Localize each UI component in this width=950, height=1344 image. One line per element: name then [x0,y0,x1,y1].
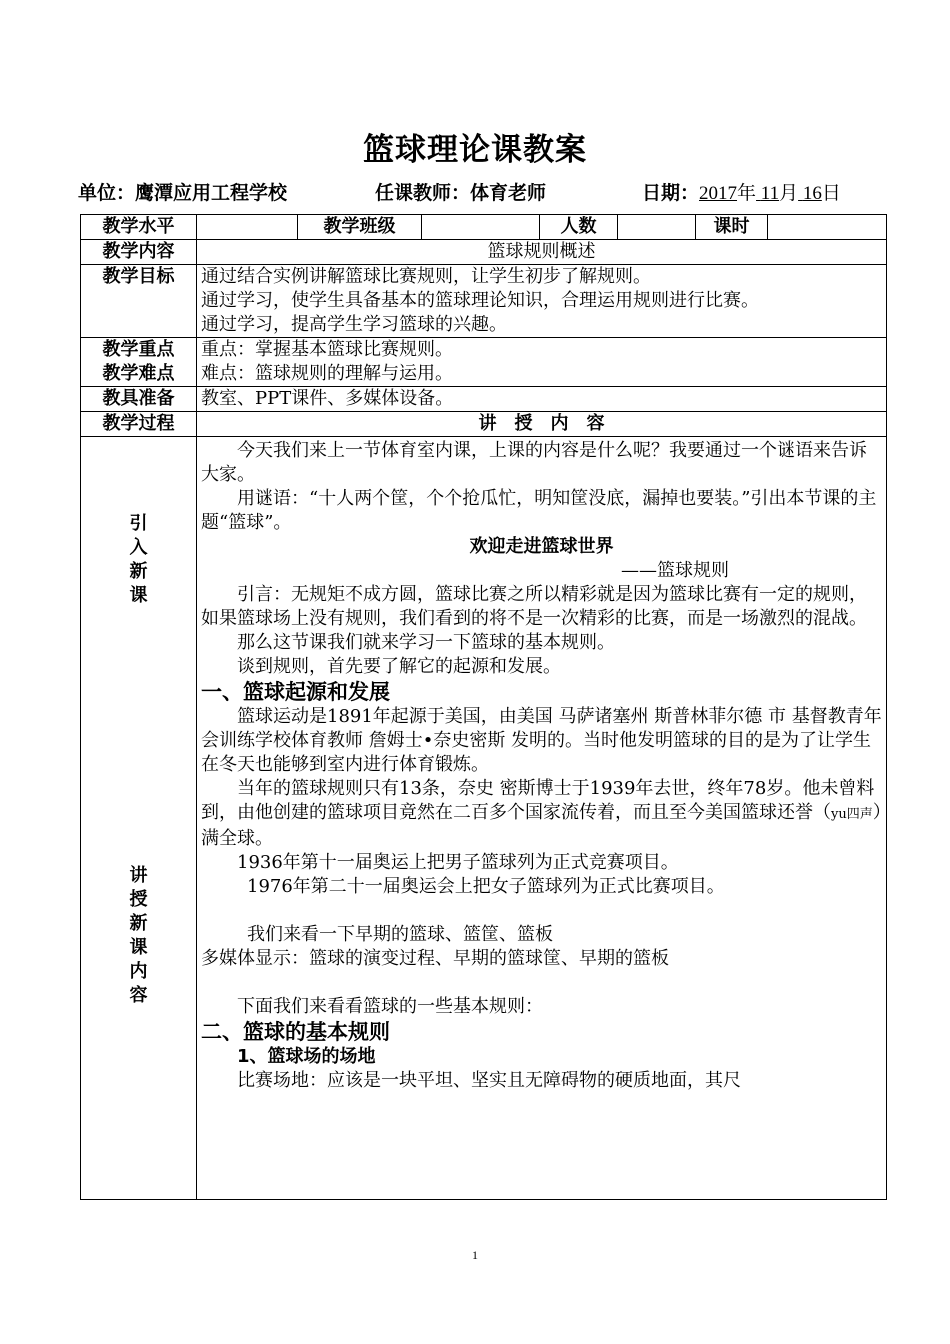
content-label: 教学内容 [81,240,197,265]
intro-char: 入 [129,537,148,558]
unit-label: 单位：鹰潭应用工程学校 [78,182,288,204]
subsection-heading: 1、篮球场的场地 [237,1046,376,1067]
level-label: 教学水平 [81,215,197,240]
welcome-subtitle: ——篮球规则 [621,560,729,581]
class-value [422,215,540,240]
date-label: 日期： [642,182,700,204]
paragraph: 下面我们来看看篮球的一些基本规则： [237,996,543,1017]
text: ）满全球。 [201,802,882,849]
lesson-plan-table [80,214,887,1200]
paragraph: 1936年第十一届奥运上把男子篮球列为正式竞赛项目。 [237,852,679,873]
intro-char: 引 [129,513,148,534]
hours-label: 课时 [696,215,768,240]
intro-char: 课 [129,585,148,606]
paragraph: 引言：无规矩不成方圆，篮球比赛之所以精彩就是因为篮球比赛有一定的规则，如果篮球场上没有规则，我们看到的将不是一次精彩的比赛，而是一场激烈的混战。 [201,584,867,629]
count-label: 人数 [540,215,618,240]
class-label: 教学班级 [298,215,422,240]
paragraph: 1976年第二十一届奥运会上把女子篮球列为正式比赛项目。 [247,876,725,897]
tools-label: 教具准备 [81,387,197,412]
pronunciation-note: yu四声 [831,807,873,822]
row-goals [81,265,887,338]
diff-value: 难点：篮球规则的理解与运用。 [201,363,453,384]
header-meta [78,178,948,204]
row-tools [81,387,887,412]
lecture-char: 授 [129,889,148,910]
goal-item: 通过学习，使学生具备基本的篮球理论知识，合理运用规则进行比赛。 [201,290,759,311]
level-value [197,215,298,240]
paragraph: 篮球运动是1891年起源于美国，由美国 马萨诸塞州 斯普林菲尔德 市 基督教青年会训练学校体育教师 詹姆士•奈史密斯 发明的。当时他发明篮球的目的是为了让学生在冬天也能够到室内进行体育锻炼。 [201,706,882,775]
goal-label: 教学目标 [81,265,197,338]
section-heading-1: 一、篮球起源和发展 [201,680,390,704]
date-day-unit: 日 [821,182,841,204]
paragraph: 今天我们来上一节体育室内课，上课的内容是什么呢？我要通过一个谜语来告诉大家。 [201,440,867,485]
welcome-heading: 欢迎走进篮球世界 [469,536,614,557]
goal-item: 通过学习，提高学生学习篮球的兴趣。 [201,314,507,335]
teacher-label: 任课教师：体育老师 [375,182,547,204]
row-process-body [81,437,887,1200]
diff-label: 教学难点 [102,363,175,384]
row-process-header [81,412,887,437]
row-content [81,240,887,265]
date-month-unit: 月 [779,182,799,204]
process-label: 教学过程 [81,412,197,437]
tools-value: 教室、PPT课件、多媒体设备。 [197,387,887,412]
spacer [201,971,882,995]
lecture-label [127,864,151,1008]
count-value [618,215,696,240]
row-key-points [81,338,887,387]
lecture-char: 讲 [129,865,148,886]
lecture-char: 容 [129,985,148,1006]
key-diff-values [197,338,887,387]
paragraph: 谈到规则，首先要了解它的起源和发展。 [237,656,561,677]
paragraph: 那么这节课我们就来学习一下篮球的基本规则。 [237,632,615,653]
date-day-value: 16 [802,183,822,204]
side-labels [81,437,197,1200]
key-diff-labels [81,338,197,387]
goal-item: 通过结合实例讲解篮球比赛规则，让学生初步了解规则。 [201,266,651,287]
paragraph [201,777,882,851]
lecture-char: 内 [129,961,148,982]
date-year: 2017 [699,183,738,204]
intro-label [127,512,151,608]
key-value: 重点：掌握基本篮球比赛规则。 [201,339,453,360]
process-content [197,437,887,1200]
intro-char: 新 [129,561,148,582]
paragraph: 我们来看一下早期的篮球、篮筐、篮板 [247,924,553,945]
row-basic-info [81,215,887,240]
text: 当年的篮球规则只有13条，奈史 密斯博士于1939年去世，终年78岁。他未曾料到，由他创建的篮球项目竟然在二百多个国家流传着，而且至今美国篮球还誉（ [201,778,875,823]
section-heading-2: 二、篮球的基本规则 [201,1020,390,1044]
date-month-value: 11 [760,183,780,204]
spacer [201,899,882,923]
paragraph: 用谜语：“十人两个筐，个个抢瓜忙，明知筐没底，漏掉也要装。”引出本节课的主题“篮球”。 [201,488,877,533]
date [642,178,841,205]
content-value: 篮球规则概述 [197,240,887,265]
date-day [798,183,822,204]
paragraph: 比赛场地：应该是一块平坦、坚实且无障碍物的硬质地面，其尺 [237,1070,741,1091]
key-label: 教学重点 [102,339,175,360]
hours-value [768,215,887,240]
process-header: 讲 授 内 容 [197,412,887,437]
lecture-char: 新 [129,913,148,934]
page-number: 1 [472,1248,478,1262]
date-month [756,183,779,204]
date-year-unit: 年 [737,182,757,204]
goals-cell [197,265,887,338]
lecture-char: 课 [129,937,148,958]
paragraph: 多媒体显示：篮球的演变过程、早期的篮球筐、早期的篮板 [201,948,669,969]
document-title: 篮球理论课教案 [363,132,587,168]
